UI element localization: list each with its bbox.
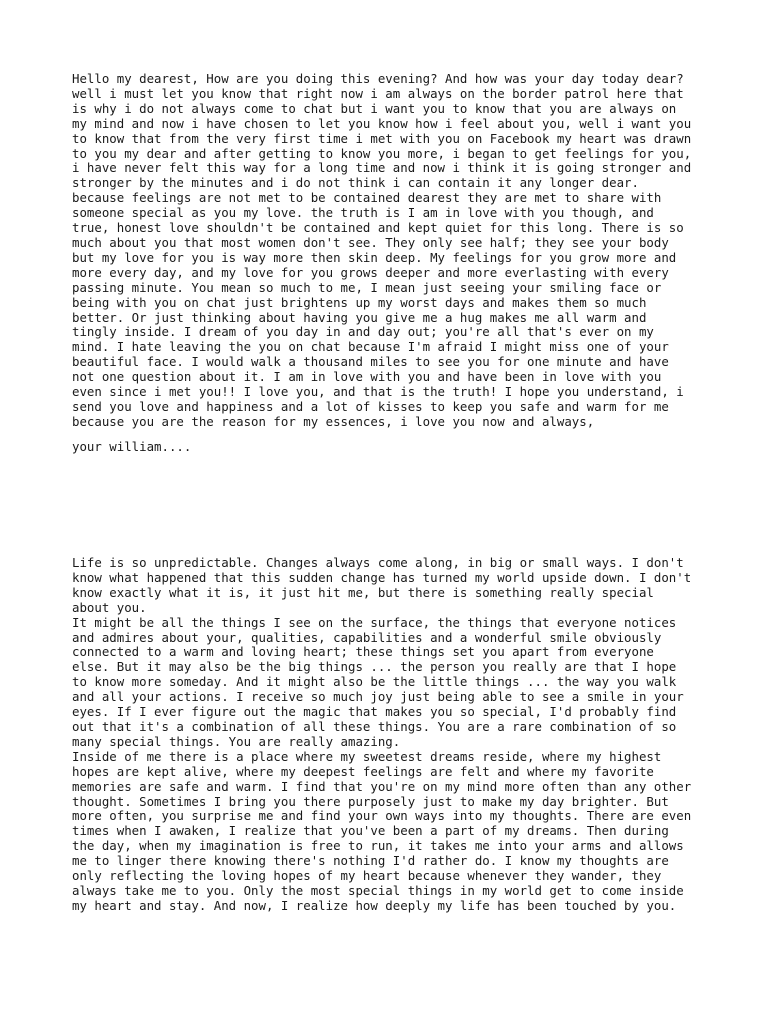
letter-paragraph-two: Life is so unpredictable. Changes always come along, in big or small ways. I don't know what happened that this sudden change has turned my world upside down. I don't know exactly what it is, it just hit me, but there is something really special about you. It might be all the things I see on the surface, the things that everyone notices and admires about your, qualities, capabilities and a wonderful smile obviously connected to a warm and loving heart; these things set you apart from everyone else. But it may also be the big things ... the person you really are that I hope to know more someday. And it might also be the little things ... the way you walk and all your actions. I receive so much joy just being able to see a smile in your eyes. If I ever figure out the magic that makes you so special, I'd probably find out that it's a combination of all these things. You are a rare combination of so many special things. You are really amazing. Inside of me there is a place where my sweetest dreams reside, where my highest hopes are kept alive, where my deepest feelings are felt and where my favorite memories are safe and warm. I find that you're on my mind more often than any other thought. Sometimes I bring you there purposely just to make my day brighter. But more often, you surprise me and find your own ways into my thoughts. There are even times when I awaken, I realize that you've been a part of my dreams. Then during the day, when my imagination is free to run, it takes me into your arms and allows me to linger there knowing there's nothing I'd rather do. I know my thoughts are only reflecting the loving hopes of my heart because whenever they wander, they always take me to you. Only the most special things in my world get to come inside my heart and stay. And now, I realize how deeply my life has been touched by you. — [72, 555, 692, 913]
letter-signature: your william.... — [72, 439, 192, 454]
letter-paragraph-one: Hello my dearest, How are you doing this evening? And how was your day today dear? well i must let you know that right now i am always on the border patrol here that is why i do not always come to chat but i want you to know that you are always on my mind and now i have chosen to let you know how i feel about you, well i want you to know that from the very first time i met with you on Facebook my heart was drawn to you my dear and after getting to know you more, i began to get feelings for you, i have never felt this way for a long time and now i think it is going stronger and stronger by the minutes and i do not think i can contain it any longer dear. because feelings are not met to be contained dearest they are met to share with someone special as you my love. the truth is I am in love with you though, and true, honest love shouldn't be contained and kept quiet for this long. There is so much about you that most women don't see. They only see half; they see your body but my love for you is way more then skin deep. My feelings for you grow more and more every day, and my love for you grows deeper and more everlasting with every passing minute. You mean so much to me, I mean just seeing your smiling face or being with you on chat just brightens up my worst days and makes them so much better. Or just thinking about having you give me a hug makes me all warm and tingly inside. I dream of you day in and day out; you're all that's ever on my mind. I hate leaving the you on chat because I'm afraid I might miss one of your beautiful face. I would walk a thousand miles to see you for one minute and have not one question about it. I am in love with you and have been in love with you even since i met you!! I love you, and that is the truth! I hope you understand, i send you love and happiness and a lot of kisses to keep you safe and warm for me because you are the reason for my essences, i love you now and always, — [72, 71, 692, 429]
